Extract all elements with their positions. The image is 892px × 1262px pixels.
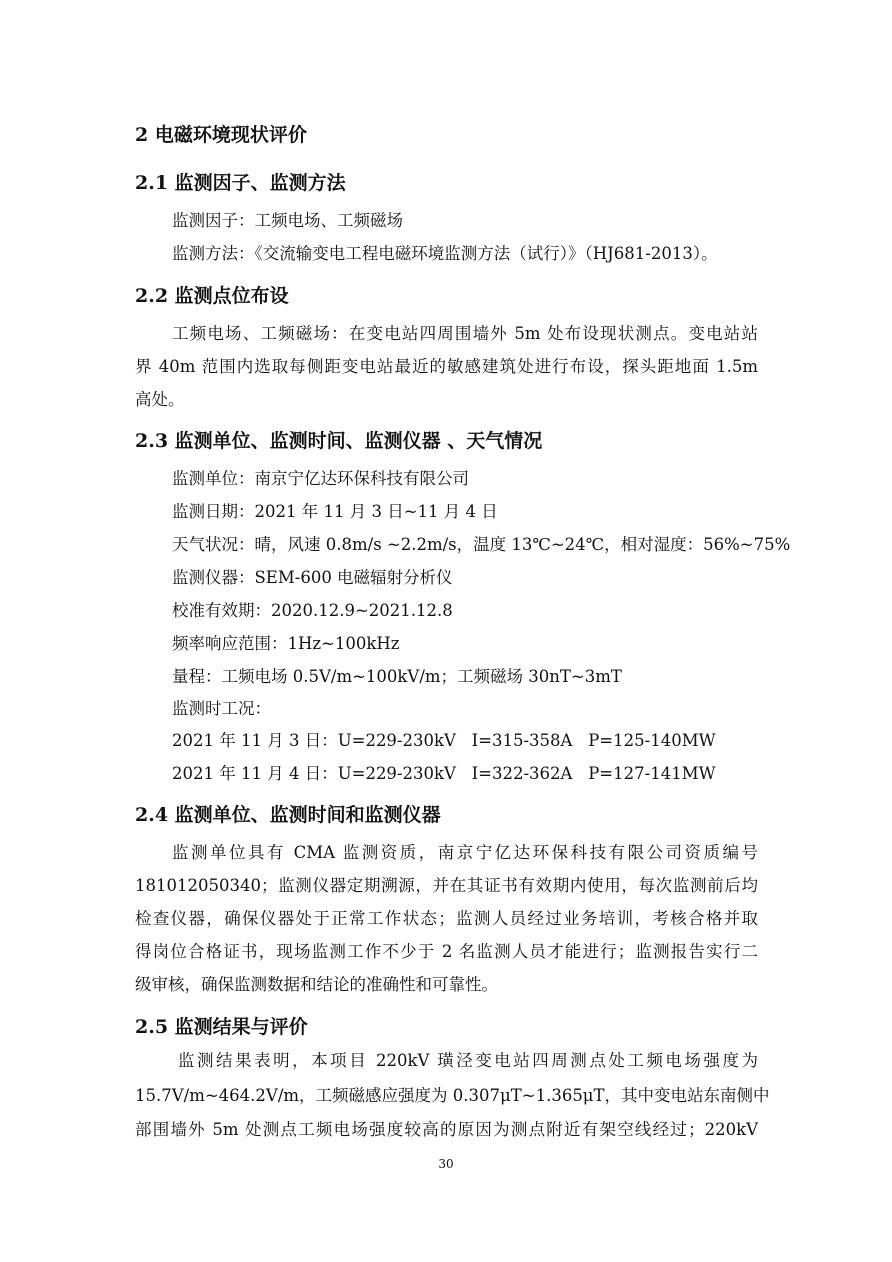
monitoring-factor-text: 监测因子：工频电场、工频磁场 (172, 211, 403, 230)
monitoring-date-text: 监测日期：2021 年 11 月 3 日~11 月 4 日 (172, 502, 498, 521)
heading-2-3: 2.3 监测单位、监测时间、监测仪器 、天气情况 (135, 430, 543, 452)
condition-row: 2021 年 11 月 4 日：U=229-230kV I=322-362A P=127-141MW (172, 764, 716, 783)
qa-paragraph-line: 得岗位合格证书，现场监测工作不少于 2 名监测人员才能进行；监测报告实行二 (135, 942, 758, 961)
heading-2-2: 2.2 监测点位布设 (135, 285, 289, 307)
instrument-text: 监测仪器：SEM-600 电磁辐射分析仪 (172, 568, 453, 587)
condition-row: 2021 年 11 月 3 日：U=229-230kV I=315-358A P=125-140MW (172, 731, 716, 750)
frequency-text: 频率响应范围：1Hz~100kHz (172, 634, 400, 653)
weather-text: 天气状况：晴，风速 0.8m/s ~2.2m/s，温度 13℃~24℃，相对湿度：56%~75% (172, 535, 791, 554)
calibration-text: 校准有效期：2020.12.9~2021.12.8 (172, 601, 453, 620)
qa-paragraph-line: 检查仪器，确保仪器处于正常工作状态；监测人员经过业务培训，考核合格并取 (135, 909, 758, 928)
page-number: 30 (438, 1157, 454, 1171)
results-paragraph-line: 部围墙外 5m 处测点工频电场强度较高的原因为测点附近有架空线经过；220kV (135, 1120, 758, 1139)
monitoring-method-text: 监测方法：《交流输变电工程电磁环境监测方法（试行）》（HJ681-2013）。 (172, 244, 718, 263)
results-paragraph-line: 15.7V/m~464.2V/m，工频磁感应强度为 0.307μT~1.365μT，其中变电站东南侧中 (135, 1086, 770, 1105)
layout-paragraph-line: 高处。 (135, 390, 185, 409)
qa-paragraph-line: 级审核，确保监测数据和结论的准确性和可靠性。 (135, 975, 498, 994)
monitoring-unit-text: 监测单位：南京宁亿达环保科技有限公司 (172, 469, 469, 488)
qa-paragraph-line: 监测单位具有 CMA 监测资质，南京宁亿达环保科技有限公司资质编号 (172, 843, 758, 862)
layout-paragraph-line: 工频电场、工频磁场：在变电站四周围墙外 5m 处布设现状测点。变电站站 (172, 324, 758, 343)
conditions-label: 监测时工况： (172, 699, 271, 718)
heading-2-5: 2.5 监测结果与评价 (135, 1016, 308, 1038)
range-text: 量程：工频电场 0.5V/m~100kV/m；工频磁场 30nT~3mT (172, 667, 622, 686)
heading-2-1: 2.1 监测因子、监测方法 (135, 172, 346, 194)
results-paragraph-line: 监测结果表明，本项目 220kV 璜泾变电站四周测点处工频电场强度为 (178, 1051, 758, 1070)
heading-section-2: 2 电磁环境现状评价 (135, 124, 307, 146)
qa-paragraph-line: 181012050340；监测仪器定期溯源，并在其证书有效期内使用，每次监测前后均 (135, 876, 758, 895)
layout-paragraph-line: 界 40m 范围内选取每侧距变电站最近的敏感建筑处进行布设，探头距地面 1.5m (135, 357, 758, 376)
heading-2-4: 2.4 监测单位、监测时间和监测仪器 (135, 804, 441, 826)
